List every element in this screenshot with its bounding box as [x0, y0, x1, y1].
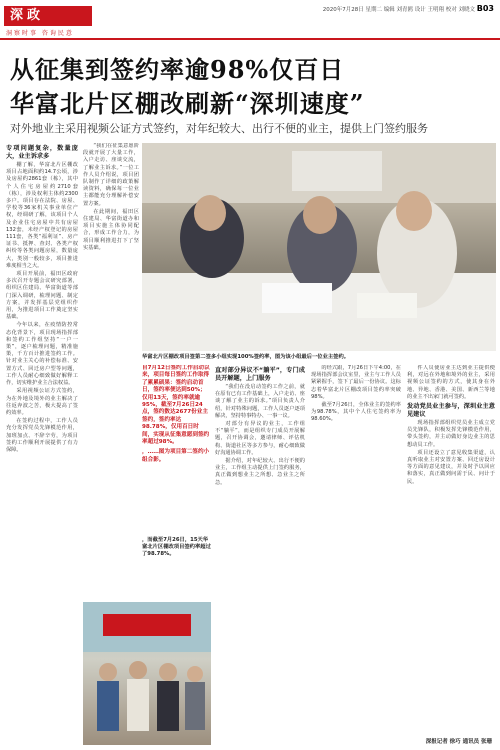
edition-info: [323, 4, 494, 13]
main-photo-caption: 华富北片区棚改项目签第二签多小组实现100%签约率，图为该小组最后一位业主签约。: [142, 354, 350, 360]
small-photo-caption: ，而截至7月26日，15天华富北片区棚改项目签约率超过了98.78%。: [142, 537, 211, 557]
article-column-4: [311, 365, 401, 745]
page-number: B03: [476, 4, 494, 13]
section-title: 深政: [4, 6, 92, 26]
col1-paragraph: 今年以来，在疫情防控常态化背景下，项目现场指挥部和签约工作组坚持“一户一策”，逐户梳理问题，精准施策，千方百计推进签约工作。针对业主关心的补偿标准、安置方式、回迁房户型等问题，工作人员耐心细致做好解释工作，切实维护业主合法权益。: [6, 322, 78, 387]
col5-paragraph: 项目还设立了意见收集渠道，认真听取业主对安置方案、回迁房设计等方面的意见建议，并及时予以回应和落实，真正做到问需于民、问计于民。: [407, 449, 495, 485]
col3-paragraph: “我们在没启动签约工作之前，就在原有已有工作基础上，入户走访、座谈了解了业主的诉求。”项目负责人介绍，针对特殊问题，工作人员逐户逐项解决，坚持特事特办、一事一议。: [215, 384, 305, 419]
sidebar-paragraph: 自7月12日签约工作启动以来，项目每日签约工作取得了累累硕果：签约启动首日，签约率便达到50%；仅用13天，签约率就逾95%，截至7月26日24点，签约数达2677份业主签约，签约率达98.78%，仅用百日时间，实现从征集意愿到签约率超过98%。: [142, 365, 210, 446]
article-column-3: [215, 365, 305, 745]
col1-paragraph: 在签约过程中，工作人员充分发挥党员先锋模范作用，加班加点、不辞辛劳，为项目签约工作顺利开展提供了有力保障。: [6, 418, 78, 453]
col3-paragraph: 对部分有异议的业主，工作组不“躺平”，而是组织专门成员开展解题，召开协调会，邀请律师、评估机构、街道社区等多方参与，耐心细致做好沟通协调工作。: [215, 421, 305, 456]
col2-paragraph: 在此期间，福田区住建局、华富街道办和项目实施主体协同配合，形成工作合力，为项目顺利推进打下了坚实基础。: [83, 208, 139, 251]
sidebar-paragraph: ，……图为项目第二签约小组合影。: [142, 449, 210, 463]
col3-paragraph: 据介绍，对年纪较大、出行不便的业主，工作组主动提供上门签约服务，真正做到想业主之所想、急业主之所急。: [215, 458, 305, 486]
article-column-5: [407, 365, 495, 733]
col1-paragraph: 项目开展前，福田区政府多次召开专题会议研究部署，组织区住建局、华富街道等部门深入调研，梳理问题、制定方案，并发挥基层党组织作用，为推进项目工作奠定坚实基础。: [6, 271, 78, 321]
col5-paragraph: 件人员使房业主达到业主提供便利，对远在外地和境外的业主，采用视频公证签约的方式，使其身在外地、异地、香港、美国、新西兰等地的业主不出家门就可签约。: [407, 365, 495, 400]
col1-paragraph: 采用视频公证方式签约，为在外地及境外的业主解决了往返奔波之苦，极大提高了签约效率。: [6, 388, 78, 416]
col3-subhead: 直对部分异议不“躺平”，专门成员开解题，上门服务: [215, 367, 305, 382]
col4-paragraph: 的经式跟，7月26日下午4:00，在现场指挥部会议室里，业主与工作人员紧紧握手，签下了最后一份协议。这标志着华富北片区棚改项目签约率突破98%。: [311, 365, 401, 400]
section-subtitle: 洞察时事 咨询民意: [6, 30, 74, 37]
edition-line: 2020年7月28日 星期二 编辑 刘青鸥 设计 王明翔 校对 刘晓文: [322, 7, 477, 13]
col1-paragraph: 棚了解，华富北片区棚改项目占地面积约14.7公顷，涉及房屋约2861套（栋），其中个人住宅房屋约2710套（栋），涉及权利主体约2300多户。项目存在法院、房屋、学校等36家机关事业单位产权，经调研了解，该项目个人及企业住宅房屋中共有房屋132套，未经产权登记的房屋111套，各类“福利证”、房产证书、抵押、查封、各类产权纠纷等各类问题房屋，数量庞大，类别一般较多，项目推进难度相当之大。: [6, 162, 78, 269]
article-column-1: [6, 143, 78, 745]
header-rule: [0, 38, 500, 40]
group-photo: [83, 602, 211, 745]
headline-line2: 华富北片区棚改刷新“深圳速度”: [10, 89, 365, 118]
page-header: [0, 0, 500, 40]
col1-subhead: 专项问题复杂，数量庞大，业主诉求多: [6, 145, 78, 160]
col2-paragraph: “我们在征集意愿阶段就开展了大量工作，入户走访、座谈交流，了解业主诉求。”一位工作人员介绍说，项目团队制作了详细的政策解读资料，确保每一位业主都能充分理解补偿安置方案。: [83, 143, 139, 207]
headline-line1: 从征集到签约率逾98%仅百日: [10, 55, 345, 84]
group-photo-illustration: [83, 602, 211, 745]
photo-scene-illustration: [142, 143, 496, 351]
article-column-2: [83, 143, 139, 598]
main-photo: [142, 143, 496, 351]
col5-paragraph: 现场指挥部组织党员业主成立党员先锋队，积极发挥先锋模范作用，带头签约，并主动做好身边业主的思想动员工作。: [407, 420, 495, 448]
col5-subhead: 发动党员业主参与，深圳业主意见建议: [407, 403, 495, 419]
author-byline: 深报记者 徐巧 通讯员 张珊: [425, 739, 492, 745]
headline-deck: 对外地业主采用视频公证方式签约，对年纪较大、出行不便的业主，提供上门签约服务: [10, 122, 428, 135]
col4-paragraph: 截至7月26日，全体业主的签约率为98.78%，其中个人住宅签约率为98.60%。: [311, 402, 401, 423]
highlight-sidebar: [142, 365, 210, 525]
